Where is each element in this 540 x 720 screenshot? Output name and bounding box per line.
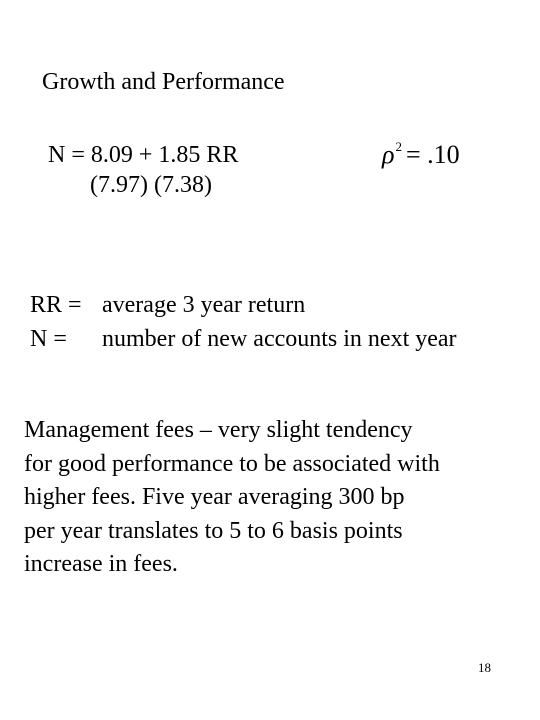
note-line: Management fees – very slight tendency — [24, 417, 413, 443]
note-line: for good performance to be associated with — [24, 450, 440, 477]
page-number: 18 — [478, 660, 491, 675]
note-line: per year translates to 5 to 6 basis points — [24, 517, 403, 544]
regression-equation: N = 8.09 + 1.85 RR — [48, 142, 239, 168]
note-line: increase in fees. — [24, 551, 178, 577]
definition-term: N = — [30, 326, 67, 352]
note-line: higher fees. Five year averaging 300 bp — [24, 484, 405, 510]
definition-row — [30, 288, 457, 322]
slide-title: Growth and Performance — [42, 69, 285, 95]
rho-symbol: ρ — [382, 140, 395, 169]
management-fees-note — [24, 414, 524, 582]
rho-exponent: 2 — [395, 139, 402, 154]
variable-definitions — [30, 288, 457, 356]
definition-row — [30, 322, 457, 356]
r-squared-value: = .10 — [405, 140, 460, 169]
definition-meaning: number of new accounts in next year — [102, 326, 457, 352]
t-statistics: (7.97) (7.38) — [90, 172, 212, 198]
r-squared — [382, 130, 460, 172]
definition-term: RR = — [30, 292, 82, 318]
definition-meaning: average 3 year return — [102, 292, 306, 318]
